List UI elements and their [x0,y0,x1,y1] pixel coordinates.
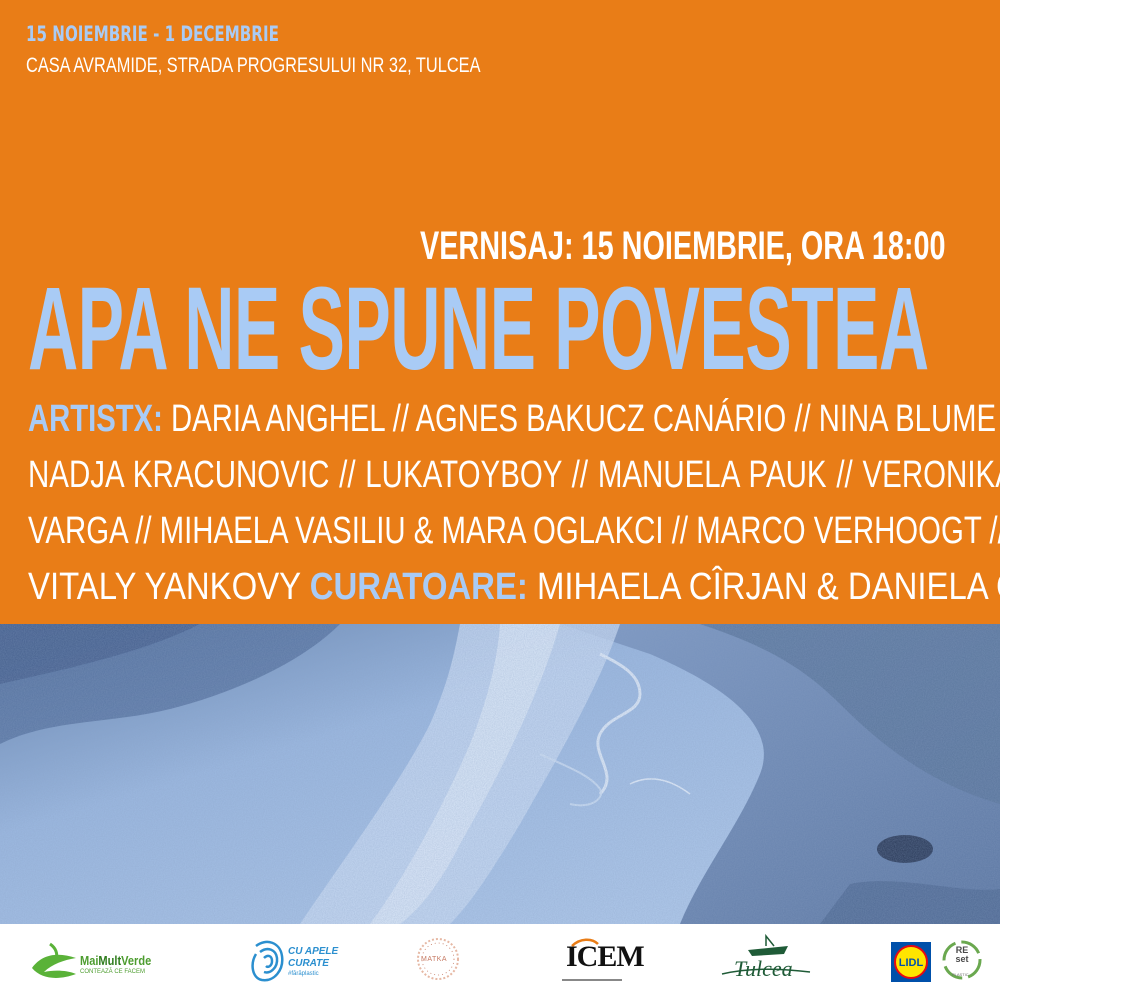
artists-list-part-3: VARGA // MIHAELA VASILIU & MARA OGLAKCI // MARCO VERHOOGT // [28,510,1006,552]
reset-text: RE set [955,945,969,964]
logo-maimultverde [30,924,180,1000]
logo-reset-plastic [939,924,984,1000]
tulcea-name: Tulcea [734,956,793,981]
sponsor-logos-strip [0,924,1000,1000]
artists-list-part-4: VITALY YANKOVY [28,566,301,608]
maimultverde-tagline: CONTEAZĂ CE FACEM [80,969,146,975]
artists-list-part-1: DARIA ANGHEL // AGNES BAKUCZ CANÁRIO // NINA BLUME // [171,398,1021,440]
matka-name: MATKA [421,956,448,963]
event-dates: 15 NOIEMBRIE - 1 DECEMBRIE [26,22,279,46]
lidl-logo-icon [889,924,934,1000]
vernisaj-line: VERNISAJ: 15 NOIEMBRIE, ORA 18:00 [420,224,946,268]
curators-names: MIHAELA CÎRJAN & DANIELA CUSTRIN [537,566,1142,608]
lidl-text: LIDL [898,957,924,969]
icem-wave-icon [552,924,632,1000]
satellite-water-illustration [0,624,1000,924]
logo-matka [413,924,463,1000]
reset-plastic-label: PLASTIC [952,972,969,977]
icem-name: ICEM [566,940,644,973]
water-fingerprint-icon [248,924,286,1000]
credits-line-1 [28,400,1020,438]
ape-curate-line-1: CU APELE [288,946,339,957]
credits-line-2 [28,456,1015,494]
ape-curate-line-2: CURATE [288,958,329,969]
maimultverde-name: MaiMultVerde [80,953,152,968]
curators-label: CURATOARE: [309,566,528,608]
satellite-water-image [0,624,1000,924]
event-venue: CASA AVRAMIDE, STRADA PROGRESULUI NR 32, TULCEA [26,54,481,77]
leaf-icon [30,924,80,1000]
ape-curate-hashtag: #fărăplastic [288,971,319,977]
logo-ape-curate [248,924,368,1000]
logo-icem [552,924,644,1000]
logo-lidl [889,924,934,1000]
credits-line-4 [28,568,1142,606]
exhibition-title: APA NE SPUNE POVESTEA [28,263,929,395]
logo-tulcea [718,924,813,1000]
credits-line-3 [28,512,1006,550]
artists-list-part-2: NADJA KRACUNOVIC // LUKATOYBOY // MANUELA PAUK // VERONIKA [28,454,1015,496]
artists-label: ARTISTX: [28,398,163,440]
